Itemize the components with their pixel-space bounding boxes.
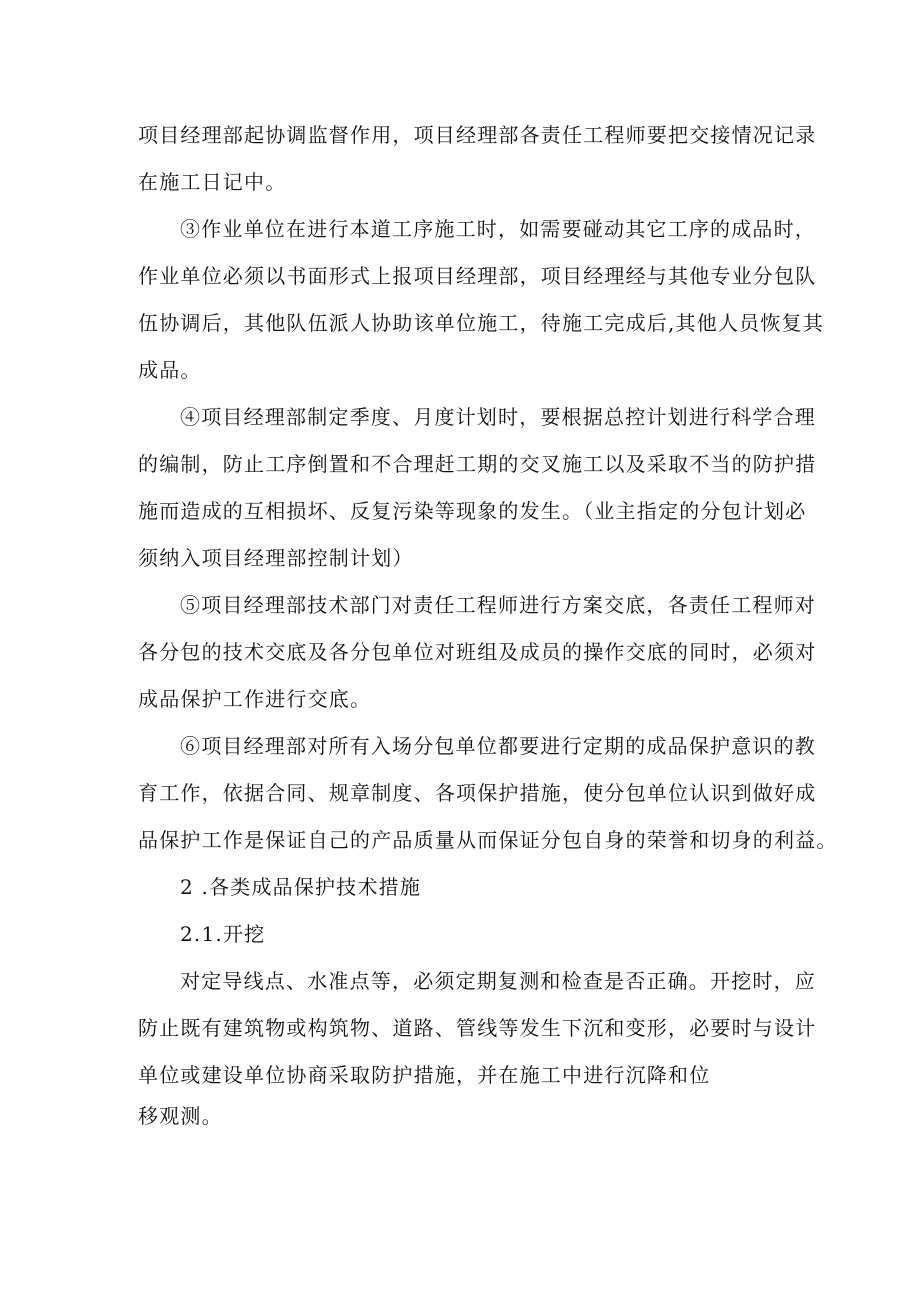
section-heading	[138, 864, 798, 911]
text-line: ⑥项目经理部对所有入场分包单位都要进行定期的成品保护意识的教	[180, 734, 816, 758]
text-line: 各分包的技术交底及各分包单位对班组及成员的操作交底的同时，必须对	[138, 640, 817, 664]
paragraph-handover-record	[138, 112, 817, 206]
paragraph-item-3	[138, 206, 824, 394]
subsection-heading	[138, 911, 798, 958]
text-line: 在施工日记中。	[138, 170, 287, 194]
paragraph-excavation	[138, 958, 817, 1133]
text-line: 成品保护工作进行交底。	[138, 687, 372, 711]
text-line: 成品。	[138, 358, 202, 382]
text-line: 作业单位必须以书面形式上报项目经理部，项目经理经与其他专业分包队	[138, 264, 817, 288]
heading-text: 2 .各类成品保护技术措施	[180, 875, 422, 899]
text-line: 移观测。	[138, 1104, 223, 1128]
text-line: 单位或建设单位协商采取防护措施，并在施工中进行沉降和位	[138, 1063, 711, 1087]
text-line: 的编制，防止工序倒置和不合理赶工期的交叉施工以及采取不当的防护措	[138, 452, 817, 476]
text-line: 对定导线点、水准点等，必须定期复测和检查是否正确。开挖时，应	[180, 969, 816, 993]
text-line: ④项目经理部制定季度、月度计划时，要根据总控计划进行科学合理	[180, 405, 816, 429]
text-line: 施而造成的互相损坏、反复污染等现象的发生。（业主指定的分包计划必	[138, 499, 807, 523]
text-line: ⑤项目经理部技术部门对责任工程师进行方案交底，各责任工程师对	[180, 593, 816, 617]
text-line: 项目经理部起协调监督作用，项目经理部各责任工程师要把交接情况记录	[138, 123, 817, 147]
text-line: 伍协调后，其他队伍派人协助该单位施工，待施工完成后,其他人员恢复其	[138, 311, 824, 335]
text-line: 品保护工作是保证自己的产品质量从而保证分包自身的荣誉和切身的利益。	[138, 828, 838, 852]
paragraph-item-4	[138, 394, 817, 582]
document-body	[138, 112, 838, 1133]
text-line: 育工作，依据合同、规章制度、各项保护措施，使分包单位认识到做好成	[138, 781, 817, 805]
paragraph-item-5	[138, 582, 817, 723]
text-line: 须纳入项目经理部控制计划）	[138, 546, 414, 570]
text-line: ③作业单位在进行本道工序施工时，如需要碰动其它工序的成品时，	[180, 217, 816, 241]
paragraph-item-6	[138, 723, 838, 864]
heading-text: 2.1.开挖	[180, 922, 266, 946]
text-line: 防止既有建筑物或构筑物、道路、管线等发生下沉和变形，必要时与设计	[138, 1016, 817, 1040]
